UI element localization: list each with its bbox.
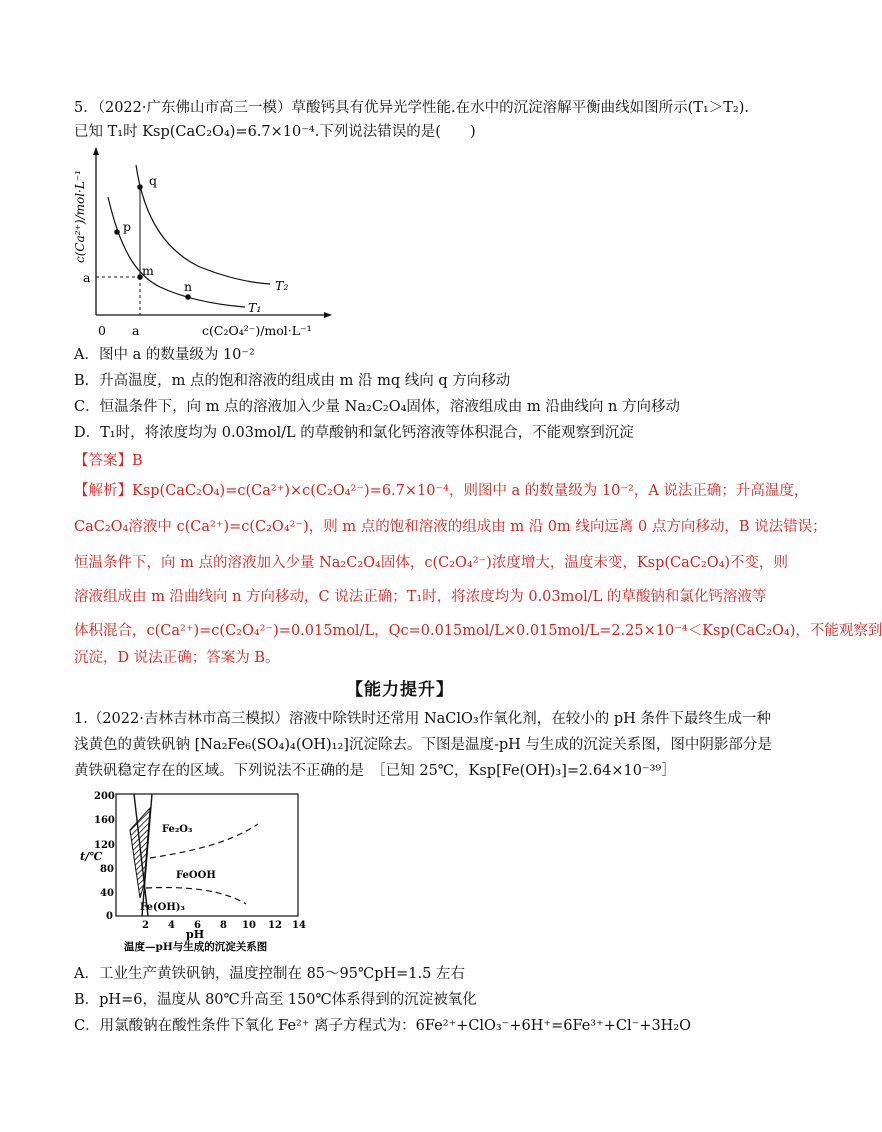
q1-x-ticks [142, 920, 306, 931]
q5-label-t1: T₁ [248, 300, 262, 315]
q5-a-x-label: a [132, 323, 140, 338]
q5-explanation-line5: 体积混合，c(Ca²⁺)=c(C₂O₄²⁻)=0.015mol/L，Qc=0.015mol/L×0.015mol/L=2.25×10⁻⁴＜Ksp(CaC₂O₄)，不能观察到 [74, 623, 882, 639]
q1-ytick-80: 80 [100, 864, 114, 875]
q1-ytick-0: 0 [106, 911, 113, 922]
q1-xtick-2: 2 [142, 920, 149, 931]
q1-xtick-4: 4 [168, 920, 175, 931]
q1-region-feooh: FeOOH [176, 870, 216, 881]
q5-y-axis-label: c(Ca²⁺)/mol·L⁻¹ [73, 170, 87, 263]
q5-point-n [185, 294, 191, 300]
q5-answer: 【答案】B [74, 453, 143, 469]
q5-option-b: B．升高温度，m 点的饱和溶液的组成由 m 沿 mq 线向 q 方向移动 [74, 373, 511, 389]
q5-stem-line2: 已知 T₁时 Ksp(CaC₂O₄)=6.7×10⁻⁴.下列说法错误的是( ) [74, 124, 476, 140]
q5-y-axis [93, 147, 99, 315]
q1-x-axis-label: pH [186, 928, 205, 941]
q5-a-y-label: a [83, 270, 91, 285]
q1-option-a: A．工业生产黄铁矾钠，温度控制在 85～95℃pH=1.5 左右 [74, 966, 465, 982]
q5-label-q: q [149, 173, 158, 188]
q1-y-axis-label: t/℃ [80, 850, 103, 863]
q1-chart-caption: 温度—pH与生成的沉淀关系图 [124, 941, 268, 953]
q1-stem-line1: 1.（2022·吉林吉林市高三模拟）溶液中除铁时还常用 NaClO₃作氧化剂，在较小的 pH 条件下最终生成一种 [74, 711, 771, 727]
q1-ytick-120: 120 [94, 840, 115, 851]
q1-temperature-ph-chart [78, 786, 318, 956]
q5-x-axis [96, 312, 332, 318]
q1-xtick-10: 10 [242, 920, 256, 931]
q5-explanation-line3: 恒温条件下，向 m 点的溶液加入少量 Na₂C₂O₄固体，c(C₂O₄²⁻)浓度增大，温度未变，Ksp(CaC₂O₄)不变，则 [74, 555, 789, 571]
q1-xtick-14: 14 [292, 920, 306, 931]
q1-stem-line2: 浅黄色的黄铁矾钠 [Na₂Fe₆(SO₄)₄(OH)₁₂]沉淀除去。下图是温度-pH 与生成的沉淀关系图，图中阴影部分是 [74, 737, 772, 753]
q5-point-p [114, 229, 120, 235]
q5-explanation-line2: CaC₂O₄溶液中 c(Ca²⁺)=c(C₂O₄²⁻)，则 m 点的饱和溶液的组成由 m 沿 0m 线向远离 0 点方向移动，B 说法错误； [74, 519, 827, 535]
q5-stem-line1: 5．（2022·广东佛山市高三一模）草酸钙具有优异光学性能.在水中的沉淀溶解平衡曲线如图所示(T₁＞T₂). [74, 100, 749, 116]
q1-region-feoh3: Fe(OH)₃ [140, 902, 185, 913]
q1-ytick-200: 200 [94, 791, 115, 802]
q5-label-p: p [123, 219, 132, 234]
q5-option-a: A．图中 a 的数量级为 10⁻² [74, 347, 255, 363]
q5-explanation-line4: 溶液组成由 m 沿曲线向 n 方向移动，C 说法正确；T₁时，将浓度均为 0.03mol/L 的草酸钠和氯化钙溶液等 [74, 589, 767, 605]
q5-label-m: m [142, 263, 154, 278]
q5-option-d: D．T₁时，将浓度均为 0.03mol/L 的草酸钠和氯化钙溶液等体积混合，不能观察到沉淀 [74, 425, 634, 441]
q5-origin-label: 0 [98, 323, 106, 338]
q1-ytick-40: 40 [100, 888, 114, 899]
q1-option-b: B．pH=6，温度从 80℃升高至 150℃体系得到的沉淀被氧化 [74, 992, 477, 1008]
q5-solubility-chart [70, 145, 340, 340]
q1-xtick-6: 6 [194, 920, 201, 931]
q5-label-n: n [184, 279, 193, 294]
q1-region-fe2o3: Fe₂O₃ [162, 824, 193, 835]
q1-xtick-8: 8 [220, 920, 227, 931]
q1-stem-line3: 黄铁矾稳定存在的区域。下列说法不正确的是 ［已知 25℃，Ksp[Fe(OH)₃]=2.64×10⁻³⁹］ [74, 763, 676, 779]
section-title: 【能力提升】 [346, 680, 454, 700]
q5-option-c: C．恒温条件下，向 m 点的溶液加入少量 Na₂C₂O₄固体，溶液组成由 m 沿曲线向 n 方向移动 [74, 399, 680, 415]
q1-ytick-160: 160 [94, 815, 115, 826]
q5-label-t2: T₂ [275, 278, 289, 293]
q5-explanation-line1: 【解析】Ksp(CaC₂O₄)=c(Ca²⁺)×c(C₂O₄²⁻)=6.7×10⁻⁴，则图中 a 的数量级为 10⁻²，A 说法正确；升高温度， [74, 483, 809, 499]
q5-point-q [137, 184, 143, 190]
q5-explanation-line6: 沉淀，D 说法正确；答案为 B。 [74, 650, 280, 666]
q1-xtick-12: 12 [268, 920, 282, 931]
q1-option-c: C．用氯酸钠在酸性条件下氧化 Fe²⁺ 离子方程式为：6Fe²⁺+ClO₃⁻+6H⁺=6Fe³⁺+Cl⁻+3H₂O [74, 1018, 692, 1034]
q5-x-axis-label: c(C₂O₄²⁻)/mol·L⁻¹ [202, 323, 312, 338]
